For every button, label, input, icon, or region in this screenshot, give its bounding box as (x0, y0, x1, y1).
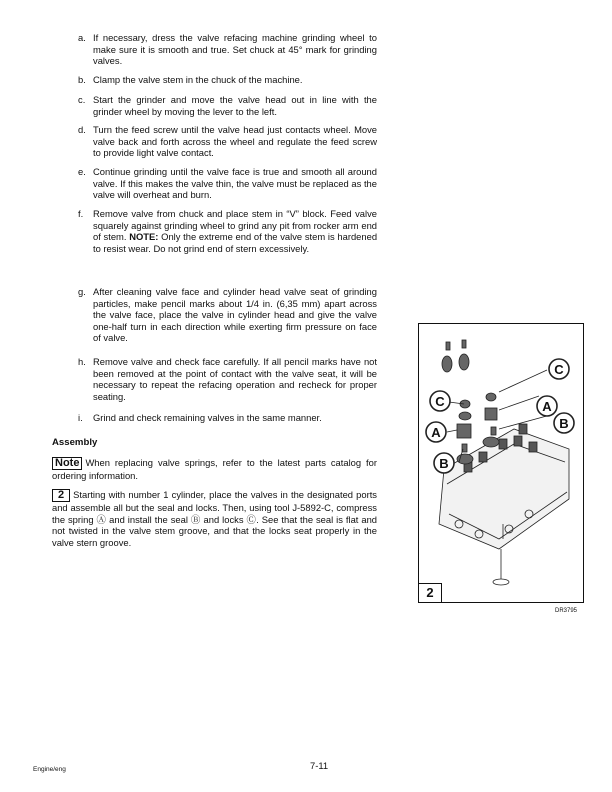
step-e (78, 166, 377, 201)
step-text: After cleaning valve face and cylinder head valve seat of grinding particles, make pencil marks about 1/4 in. (6,35 mm) apart across the valve face, place the valve in cylinder head and give the valve one-half turn in each direction while exerting firm pressure on face of valve. (93, 286, 377, 344)
step-b (78, 74, 377, 86)
step-g (78, 286, 377, 344)
step-label: d. (78, 124, 86, 135)
step-text: Remove valve and check face carefully. If all pencil marks have not been removed at the point of contact with the valve seat, it will be necessary to repeat the refacing operation and recheck for proper seating. (93, 356, 377, 402)
step-text-part: Remove valve from chuck and place stem in “V” block. Feed valve squarely against grinding wheel to grind any pit from rocker arm end of stem. (93, 208, 377, 243)
note-box: Note (52, 457, 82, 470)
step-text: Clamp the valve stem in the chuck of the machine. (93, 74, 303, 85)
step-text: Continue grinding until the valve face is true and smooth all around valve. If this makes the valve thin, the valve must be replaced as the valve will overheat and burn. (93, 166, 377, 201)
step-i (78, 412, 377, 424)
assembly-step-text: Starting with number 1 cylinder, place the valves in the designated ports and assemble all but the seal and locks. Then, using tool J-5892-C, compress the spring Ⓐ and install the seal Ⓑ and locks Ⓒ. See that the seal is flat and not twisted in the valve stem groove, and that the locks seat properly in the valve stern groove. (52, 489, 377, 548)
callout-a: A (431, 425, 441, 440)
step-label: f. (78, 208, 84, 219)
figure-valve-assembly (418, 323, 584, 603)
callout-c: C (435, 394, 445, 409)
step-label: i. (78, 412, 83, 423)
callout-b: B (559, 416, 569, 431)
callout-a: A (542, 399, 552, 414)
note-label: NOTE: (129, 231, 159, 243)
footer-section: Engine/eng (33, 766, 66, 773)
step-f (78, 208, 377, 254)
step-label: c. (78, 94, 86, 105)
note-paragraph (52, 457, 377, 482)
step-text: Grind and check remaining valves in the same manner. (93, 412, 322, 423)
callout-c: C (554, 362, 564, 377)
step-label: b. (78, 74, 86, 85)
note-text: When replacing valve springs, refer to the latest parts catalog for ordering information. (52, 457, 377, 481)
callout-b: B (439, 456, 449, 471)
step-label: e. (78, 166, 86, 177)
step-h (78, 356, 377, 402)
step-text (93, 208, 377, 254)
step-text: Turn the feed screw until the valve head just contacts wheel. Move valve back and forth across the wheel and regulate the feed screw to provide light valve contact. (93, 124, 377, 159)
figure-id: DR3795 (555, 608, 578, 614)
step-a (78, 32, 377, 67)
assembly-step-paragraph (52, 489, 377, 548)
page-number: 7-11 (310, 760, 329, 771)
step-label: h. (78, 356, 86, 367)
valve-assembly-illustration (419, 324, 583, 602)
figure-ref-box: 2 (52, 489, 70, 502)
section-heading: Assembly (52, 437, 98, 448)
step-label: g. (78, 286, 86, 297)
step-text: Start the grinder and move the valve head out in line with the grinder wheel by moving the lever to the left. (93, 94, 377, 117)
step-c (78, 94, 377, 117)
figure-number: 2 (419, 583, 442, 602)
cylinder-head-drawing (439, 424, 569, 549)
step-label: a. (78, 32, 86, 43)
step-text: If necessary, dress the valve refacing machine grinding wheel to make sure it is smooth and true. Set chuck at 45° mark for grinding valves. (93, 32, 377, 67)
step-d (78, 124, 377, 159)
step-text-part: Only the extreme end of the valve stem is hardened to resist wear. Do not grind end of stern excessively. (93, 231, 378, 254)
